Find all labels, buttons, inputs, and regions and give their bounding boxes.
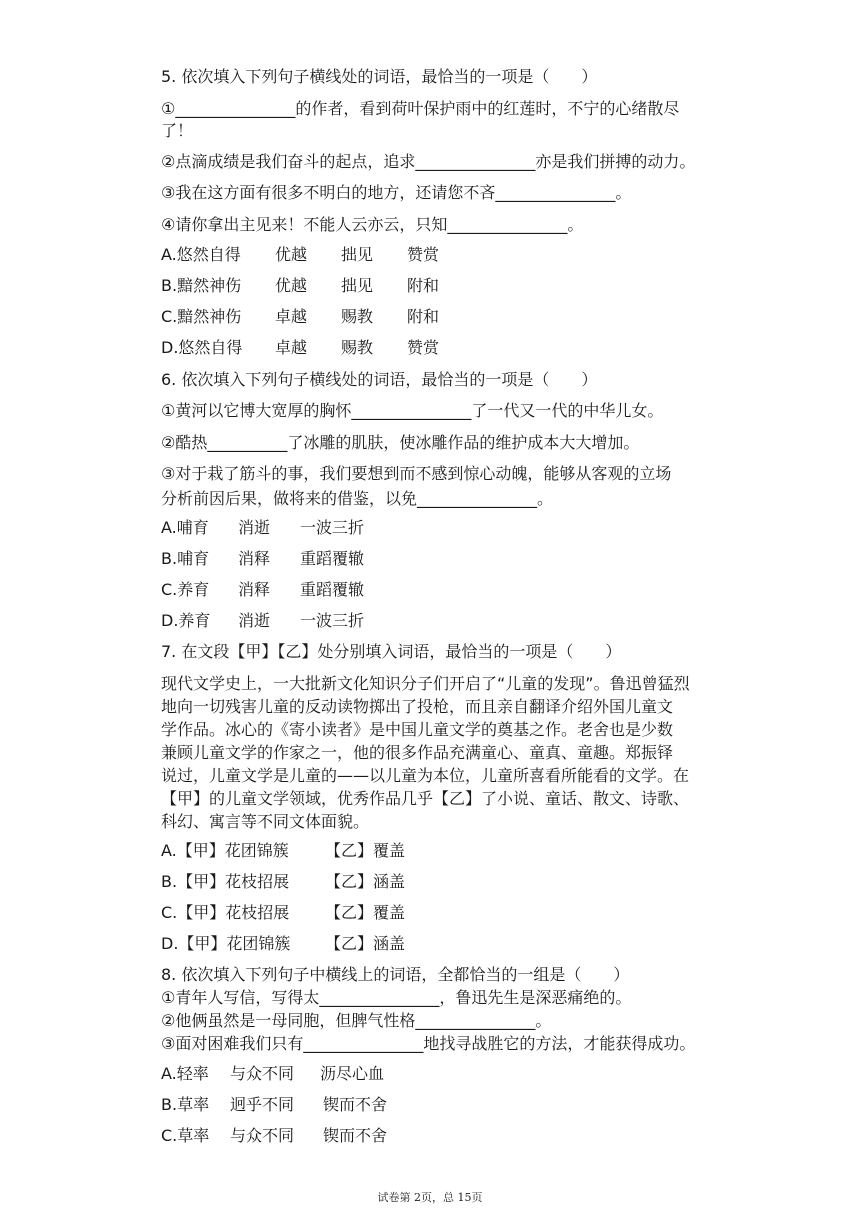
- option-word: 一波三折: [300, 518, 365, 537]
- option-word: 消逝: [238, 518, 271, 537]
- q6-sentence-1: ①黄河以它博大宽厚的胸怀_______________了一代又一代的中华儿女。: [161, 401, 664, 420]
- option-word: 迥乎不同: [230, 1095, 295, 1114]
- option-word: C.养育: [161, 580, 210, 599]
- option-word: 沥尽心血: [320, 1064, 385, 1083]
- option-word: 赞赏: [407, 338, 440, 357]
- option-word: 拙见: [341, 276, 374, 295]
- q7-stem: 7. 在文段【甲】【乙】处分别填入词语，最恰当的一项是（ ）: [161, 642, 622, 661]
- option-word: A.【甲】花团锦簇: [161, 841, 289, 860]
- option-word: C.草率: [161, 1126, 210, 1145]
- option-word: B.【甲】花枝招展: [161, 872, 290, 891]
- option-word: B.哺育: [161, 549, 210, 568]
- q8-stem: 8. 依次填入下列句子中横线上的词语，全都恰当的一组是（ ）: [161, 965, 630, 984]
- q6-option-d[interactable]: [161, 610, 364, 632]
- q5-sentence-4: ④请你拿出主见来！不能人云亦云，只知_______________。: [161, 215, 584, 234]
- q6-stem: 6. 依次填入下列句子横线处的词语，最恰当的一项是（ ）: [161, 370, 598, 389]
- option-word: 【乙】覆盖: [325, 841, 406, 860]
- option-word: C.【甲】花枝招展: [161, 903, 290, 922]
- q6-sentence-3-cont: 分析前因后果，做将来的借鉴，以免_______________。: [161, 489, 554, 508]
- option-word: A.悠然自得: [161, 245, 241, 264]
- option-word: 卓越: [275, 307, 308, 326]
- option-word: 【乙】覆盖: [325, 903, 406, 922]
- option-word: 消逝: [238, 611, 271, 630]
- q7-passage-line: 兼顾儿童文学的作家之一，他的很多作品充满童心、童真、童趣。郑振铎: [161, 743, 674, 762]
- option-word: 与众不同: [230, 1064, 295, 1083]
- q8-option-b[interactable]: [161, 1094, 387, 1116]
- q8-sentence-3: ③面对困难我们只有_______________地找寻战胜它的方法，才能获得成功。: [161, 1034, 696, 1053]
- q5-option-b[interactable]: [161, 275, 439, 297]
- option-word: 附和: [407, 307, 440, 326]
- option-word: C.黯然神伤: [161, 307, 242, 326]
- q7-passage-line: 【甲】的儿童文学领域，优秀作品几乎【乙】了小说、童话、散文、诗歌、: [161, 789, 690, 808]
- option-word: A.哺育: [161, 518, 209, 537]
- option-word: 【乙】涵盖: [325, 934, 406, 953]
- q5-option-a[interactable]: [161, 244, 439, 266]
- option-word: 优越: [275, 276, 308, 295]
- q7-option-c[interactable]: [161, 902, 405, 924]
- option-word: 卓越: [275, 338, 308, 357]
- q7-option-a[interactable]: [161, 840, 405, 862]
- option-word: 拙见: [341, 245, 374, 264]
- option-word: 赞赏: [407, 245, 440, 264]
- option-word: 【乙】涵盖: [325, 872, 406, 891]
- q6-option-b[interactable]: [161, 548, 364, 570]
- option-word: 一波三折: [300, 611, 365, 630]
- page-footer: 试卷第 2页，总 15页: [377, 1191, 483, 1204]
- q7-passage-line: 现代文学史上，一大批新文化知识分子们开启了“儿童的发现”。鲁迅曾猛烈: [161, 674, 690, 693]
- q7-passage-line: 说过，儿童文学是儿童的——以儿童为本位，儿童所喜看所能看的文学。在: [161, 766, 690, 785]
- q5-option-d[interactable]: [161, 337, 439, 359]
- q5-option-c[interactable]: [161, 306, 439, 328]
- option-word: 附和: [407, 276, 440, 295]
- option-word: 优越: [275, 245, 308, 264]
- option-word: A.轻率: [161, 1064, 209, 1083]
- option-word: 锲而不舍: [323, 1126, 388, 1145]
- q7-passage-line: 学作品。冰心的《寄小读者》是中国儿童文学的奠基之作。老舍也是少数: [161, 720, 674, 739]
- option-word: B.黯然神伤: [161, 276, 242, 295]
- option-word: 锲而不舍: [323, 1095, 388, 1114]
- option-word: 赐教: [341, 307, 374, 326]
- option-word: 重蹈覆辙: [300, 580, 365, 599]
- q7-passage-line: 科幻、寓言等不同文体面貌。: [161, 812, 370, 831]
- q8-option-c[interactable]: [161, 1125, 387, 1147]
- option-word: 消释: [238, 549, 271, 568]
- q7-option-b[interactable]: [161, 871, 405, 893]
- q5-sentence-1: ①_______________的作者，看到荷叶保护雨中的红莲时，不宁的心绪散尽: [161, 99, 680, 118]
- option-word: 消释: [238, 580, 271, 599]
- option-word: B.草率: [161, 1095, 210, 1114]
- q6-sentence-2: ②酷热__________了冰雕的肌肤，使冰雕作品的维护成本大大增加。: [161, 433, 640, 452]
- option-word: 重蹈覆辙: [300, 549, 365, 568]
- q6-option-c[interactable]: [161, 579, 364, 601]
- q5-stem: 5. 依次填入下列句子横线处的词语，最恰当的一项是（ ）: [161, 67, 598, 86]
- q5-sentence-3: ③我在这方面有很多不明白的地方，还请您不吝_______________。: [161, 183, 632, 202]
- q7-option-d[interactable]: [161, 933, 405, 955]
- q5-sentence-1-cont: 了！: [161, 121, 194, 140]
- q8-sentence-2: ②他俩虽然是一母同胞，但脾气性格_______________。: [161, 1011, 552, 1030]
- q8-option-a[interactable]: [161, 1063, 384, 1085]
- option-word: 赐教: [341, 338, 374, 357]
- option-word: D.悠然自得: [161, 338, 243, 357]
- option-word: D.养育: [161, 611, 211, 630]
- option-word: D.【甲】花团锦簇: [161, 934, 291, 953]
- q8-sentence-1: ①青年人写信，写得太_______________，鲁迅先生是深恶痛绝的。: [161, 988, 632, 1007]
- q6-sentence-3: ③对于栽了筋斗的事，我们要想到而不感到惊心动魄，能够从客观的立场: [161, 464, 672, 483]
- option-word: 与众不同: [230, 1126, 295, 1145]
- q6-option-a[interactable]: [161, 517, 364, 539]
- q7-passage-line: 地向一切残害儿童的反动读物掷出了投枪，而且亲自翻译介绍外国儿童文: [161, 697, 674, 716]
- q5-sentence-2: ②点滴成绩是我们奋斗的起点，追求_______________亦是我们拼搏的动力。: [161, 152, 696, 171]
